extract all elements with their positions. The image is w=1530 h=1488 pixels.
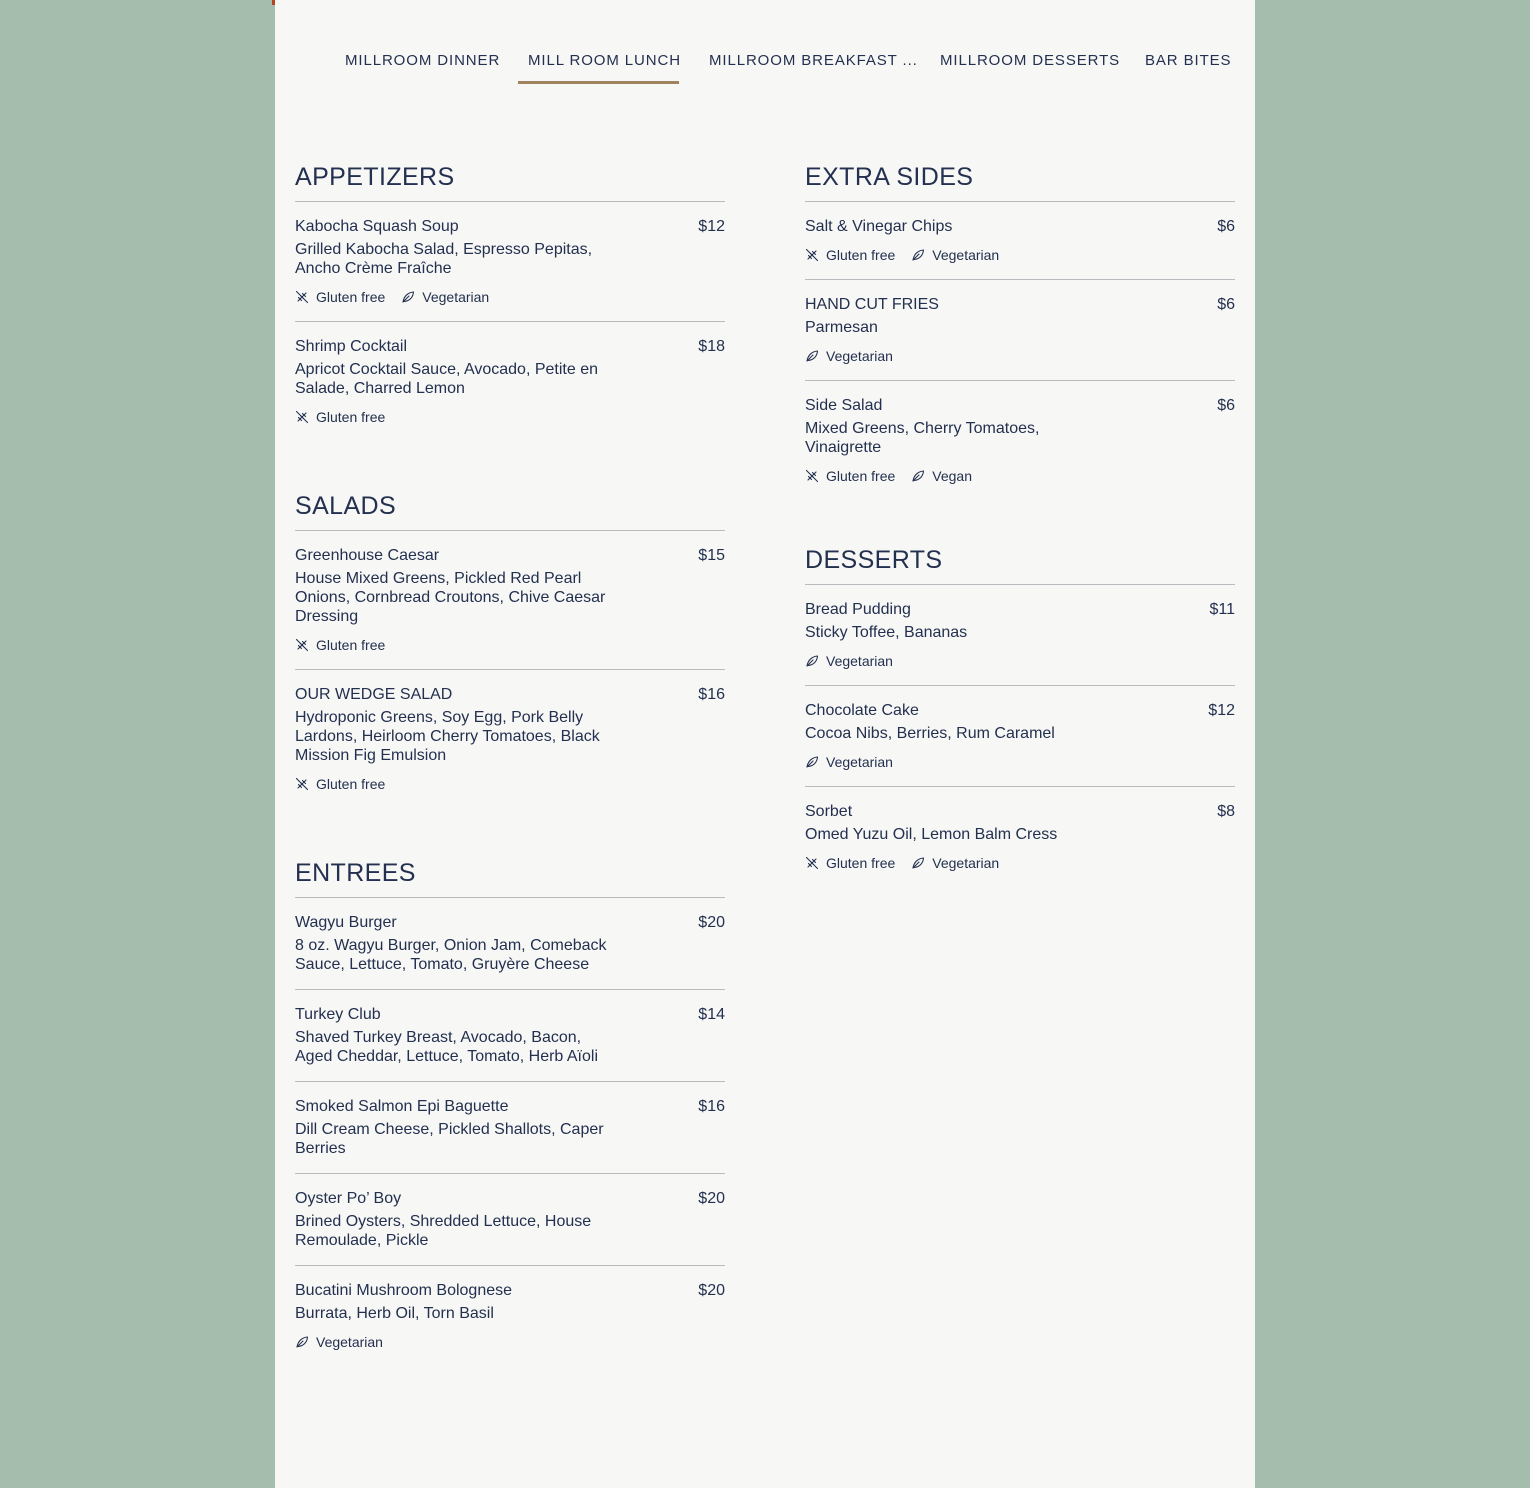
item-name: Bread Pudding <box>805 601 911 618</box>
dietary-tags <box>805 651 1235 670</box>
item-name: HAND CUT FRIES <box>805 296 939 313</box>
extra-sides-section <box>805 163 1235 485</box>
gluten-free-icon <box>805 469 826 483</box>
leaf-icon <box>911 856 932 870</box>
item-description: Burrata, Herb Oil, Torn Basil <box>295 1305 494 1322</box>
menu-item <box>805 686 1235 787</box>
tag-gluten-free <box>295 289 385 305</box>
item-price: $18 <box>698 338 725 355</box>
gluten-free-icon <box>295 290 316 304</box>
item-name: Wagyu Burger <box>295 914 397 931</box>
item-price: $15 <box>698 547 725 564</box>
tab-millroom-breakfast[interactable]: MILLROOM BREAKFAST ... <box>709 52 918 69</box>
dietary-tags <box>295 407 725 426</box>
item-description: Apricot Cocktail Sauce, Avocado, Petite en Salade, Charred Lemon <box>295 361 598 397</box>
menu-item <box>295 1082 725 1174</box>
item-description: Shaved Turkey Breast, Avocado, Bacon, Aged Cheddar, Lettuce, Tomato, Herb Aïoli <box>295 1029 599 1065</box>
tag-label: Vegetarian <box>316 1333 383 1350</box>
tag-gluten-free <box>805 855 895 871</box>
gluten-free-icon <box>295 410 316 424</box>
section-title: ENTREES <box>295 859 725 898</box>
salads-section <box>295 492 725 793</box>
item-name: Turkey Club <box>295 1006 381 1023</box>
leaf-icon <box>805 755 826 769</box>
tag-label: Gluten free <box>826 246 896 263</box>
item-description: 8 oz. Wagyu Burger, Onion Jam, Comeback Sauce, Lettuce, Tomato, Gruyère Cheese <box>295 937 607 973</box>
leaf-icon <box>805 654 826 668</box>
menu-item <box>295 1266 725 1351</box>
item-price: $11 <box>1209 601 1235 618</box>
item-price: $12 <box>1208 702 1235 719</box>
item-price: $8 <box>1217 803 1235 820</box>
item-description: Grilled Kabocha Salad, Espresso Pepitas, Ancho Crème Fraîche <box>295 241 593 277</box>
tag-vegetarian <box>911 855 999 871</box>
leaf-icon <box>401 290 422 304</box>
tab-bar-bites[interactable]: BAR BITES <box>1145 52 1232 69</box>
item-description: Hydroponic Greens, Soy Egg, Pork Belly Lardons, Heirloom Cherry Tomatoes, Black Mission Fig Emulsion <box>295 709 600 764</box>
tag-gluten-free <box>805 468 895 484</box>
item-name: Sorbet <box>805 803 853 820</box>
tag-vegan <box>911 468 972 484</box>
item-name: Bucatini Mushroom Bolognese <box>295 1282 513 1299</box>
item-description: Dill Cream Cheese, Pickled Shallots, Caper Berries <box>295 1121 604 1157</box>
dietary-tags <box>295 287 725 306</box>
tag-label: Gluten free <box>826 854 896 871</box>
item-price: $6 <box>1217 218 1235 235</box>
tag-label: Vegetarian <box>932 246 1000 263</box>
item-name: Shrimp Cocktail <box>295 338 408 355</box>
dietary-tags <box>805 245 1235 264</box>
tag-label: Vegetarian <box>826 347 893 364</box>
tag-vegetarian <box>805 348 893 364</box>
item-price: $20 <box>698 914 725 931</box>
tag-label: Gluten free <box>316 288 386 305</box>
item-description: House Mixed Greens, Pickled Red Pearl Onions, Cornbread Croutons, Chive Caesar Dressing <box>295 570 606 625</box>
menu-item <box>295 202 725 322</box>
menu-item <box>295 898 725 990</box>
appetizers-section <box>295 163 725 426</box>
item-name: OUR WEDGE SALAD <box>295 686 453 703</box>
item-description: Cocoa Nibs, Berries, Rum Caramel <box>805 725 1055 742</box>
item-price: $14 <box>698 1006 725 1023</box>
menu-page <box>275 0 1255 1488</box>
item-name: Salt & Vinegar Chips <box>805 218 953 235</box>
item-name: Oyster Po’ Boy <box>295 1190 402 1207</box>
leaf-icon <box>805 349 826 363</box>
item-price: $6 <box>1217 296 1235 313</box>
entrees-section <box>295 859 725 1351</box>
desserts-section <box>805 546 1235 872</box>
menu-item <box>805 787 1235 872</box>
item-name: Smoked Salmon Epi Baguette <box>295 1098 509 1115</box>
tab-millroom-dinner[interactable]: MILLROOM DINNER <box>345 52 501 69</box>
tag-label: Gluten free <box>826 467 896 484</box>
leaf-icon <box>295 1335 316 1349</box>
gluten-free-icon <box>295 638 316 652</box>
dietary-tags <box>805 466 1235 485</box>
menu-item <box>295 990 725 1082</box>
tag-label: Vegetarian <box>826 652 893 669</box>
tag-vegetarian <box>911 247 999 263</box>
item-price: $16 <box>698 686 725 703</box>
tag-label: Vegetarian <box>826 753 893 770</box>
section-title: SALADS <box>295 492 725 531</box>
item-description: Mixed Greens, Cherry Tomatoes, Vinaigrette <box>805 420 1040 456</box>
item-name: Greenhouse Caesar <box>295 547 440 564</box>
dietary-tags <box>805 346 1235 365</box>
menu-item <box>805 381 1235 485</box>
menu-item <box>805 202 1235 280</box>
item-description: Parmesan <box>805 319 878 336</box>
tab-millroom-desserts[interactable]: MILLROOM DESSERTS <box>940 52 1121 69</box>
section-title: DESSERTS <box>805 546 1235 585</box>
dietary-tags <box>295 635 725 654</box>
menu-item <box>805 585 1235 686</box>
item-name: Chocolate Cake <box>805 702 919 719</box>
item-description: Omed Yuzu Oil, Lemon Balm Cress <box>805 826 1058 843</box>
tag-gluten-free <box>805 247 895 263</box>
item-price: $6 <box>1217 397 1235 414</box>
tab-mill-room-lunch[interactable]: MILL ROOM LUNCH <box>518 52 679 84</box>
item-price: $20 <box>698 1282 725 1299</box>
tag-label: Gluten free <box>316 636 386 653</box>
section-title: EXTRA SIDES <box>805 163 1235 202</box>
tag-label: Vegetarian <box>422 288 490 305</box>
gluten-free-icon <box>805 856 826 870</box>
section-title: APPETIZERS <box>295 163 725 202</box>
tag-vegetarian <box>805 653 893 669</box>
tag-vegetarian <box>805 754 893 770</box>
gluten-free-icon <box>295 777 316 791</box>
tag-label: Gluten free <box>316 775 386 792</box>
dietary-tags <box>805 853 1235 872</box>
item-name: Side Salad <box>805 397 883 414</box>
item-description: Brined Oysters, Shredded Lettuce, House Remoulade, Pickle <box>295 1213 592 1249</box>
item-description: Sticky Toffee, Bananas <box>805 624 968 641</box>
leaf-icon <box>911 469 932 483</box>
menu-tabs <box>275 0 1255 84</box>
dietary-tags <box>295 1332 725 1351</box>
dietary-tags <box>805 752 1235 771</box>
dietary-tags <box>295 774 725 793</box>
menu-item <box>295 670 725 793</box>
menu-item <box>295 531 725 670</box>
item-price: $12 <box>698 218 725 235</box>
tag-label: Vegetarian <box>932 854 1000 871</box>
gluten-free-icon <box>805 248 826 262</box>
leaf-icon <box>911 248 932 262</box>
item-price: $20 <box>698 1190 725 1207</box>
tag-gluten-free <box>295 409 385 425</box>
tag-label: Gluten free <box>316 408 386 425</box>
menu-item <box>295 322 725 426</box>
menu-item <box>805 280 1235 381</box>
tag-label: Vegan <box>932 467 972 484</box>
tag-vegetarian <box>295 1334 383 1350</box>
tag-gluten-free <box>295 637 385 653</box>
item-price: $16 <box>698 1098 725 1115</box>
item-name: Kabocha Squash Soup <box>295 218 459 235</box>
menu-item <box>295 1174 725 1266</box>
tag-gluten-free <box>295 776 385 792</box>
tag-vegetarian <box>401 289 489 305</box>
